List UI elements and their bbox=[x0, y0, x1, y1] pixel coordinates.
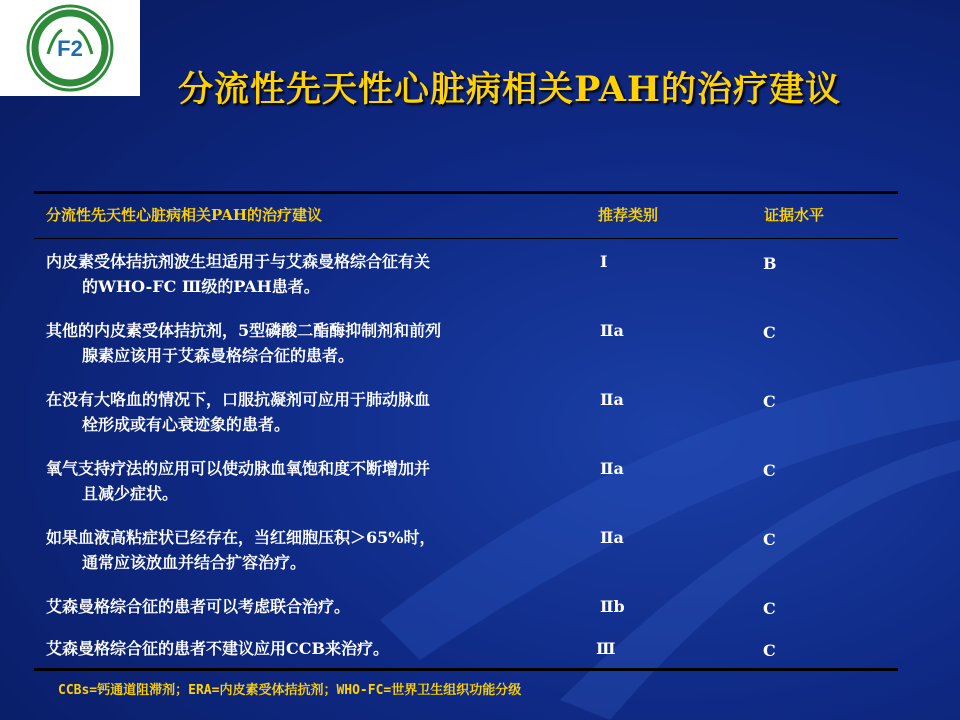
header-class: 推荐类别 bbox=[598, 206, 659, 224]
evidence-level: C bbox=[763, 392, 776, 411]
slide-title: 分流性先天性心脏病相关PAH的治疗建议 bbox=[178, 69, 841, 110]
recommendation-class: Ⅲ bbox=[596, 639, 616, 658]
recommendation-text: 其他的内皮素受体拮抗剂，5型磷酸二酯酶抑制剂和前列 腺素应该用于艾森曼格综合征的患者。 bbox=[46, 321, 442, 365]
table-row bbox=[34, 446, 898, 515]
header-evidence-level: 证据水平 bbox=[764, 206, 825, 224]
table-header-row bbox=[34, 194, 898, 238]
evidence-level: C bbox=[763, 641, 776, 660]
table-bottom-rule bbox=[34, 668, 898, 671]
footnote: CCBs=钙通道阻滞剂；ERA=内皮素受体拮抗剂；WHO-FC=世界卫生组织功能分级 bbox=[58, 683, 522, 698]
recommendation-text: 如果血液高粘症状已经存在，当红细胞压积＞65%时， 通常应该放血并结合扩容治疗。 bbox=[46, 528, 436, 572]
recommendation-class: Ⅰ bbox=[600, 252, 608, 271]
recommendation-text: 氧气支持疗法的应用可以使动脉血氧饱和度不断增加并 且减少症状。 bbox=[46, 459, 431, 503]
recommendation-class: Ⅱa bbox=[600, 528, 624, 547]
evidence-level: C bbox=[763, 461, 776, 480]
table-row bbox=[34, 239, 898, 308]
recommendation-class: Ⅱa bbox=[600, 459, 624, 478]
evidence-level: C bbox=[763, 323, 776, 342]
header-recommendation: 分流性先天性心脏病相关PAH的治疗建议 bbox=[46, 206, 323, 224]
recommendation-text: 艾森曼格综合征的患者可以考虑联合治疗。 bbox=[46, 597, 351, 616]
hospital-logo bbox=[0, 0, 140, 96]
recommendation-text: 内皮素受体拮抗剂波生坦适用于与艾森曼格综合征有关 的WHO-FC Ⅲ级的PAH患者。 bbox=[46, 252, 431, 296]
table-row bbox=[34, 626, 898, 668]
evidence-level: B bbox=[763, 254, 777, 273]
table-row bbox=[34, 308, 898, 377]
recommendation-text: 在没有大咯血的情况下，口服抗凝剂可应用于肺动脉血 栓形成或有心衰迹象的患者。 bbox=[46, 390, 431, 434]
logo-text: F2 bbox=[57, 36, 83, 61]
recommendation-table bbox=[34, 191, 898, 671]
evidence-level: C bbox=[763, 530, 776, 549]
table-row bbox=[34, 584, 898, 626]
recommendation-text: 艾森曼格综合征的患者不建议应用CCB来治疗。 bbox=[46, 639, 389, 658]
recommendation-class: Ⅱa bbox=[600, 321, 624, 340]
evidence-level: C bbox=[763, 599, 776, 618]
table-row bbox=[34, 515, 898, 584]
table-row bbox=[34, 377, 898, 446]
recommendation-class: Ⅱb bbox=[600, 597, 625, 616]
logo-emblem-icon bbox=[18, 4, 122, 92]
recommendation-class: Ⅱa bbox=[600, 390, 624, 409]
